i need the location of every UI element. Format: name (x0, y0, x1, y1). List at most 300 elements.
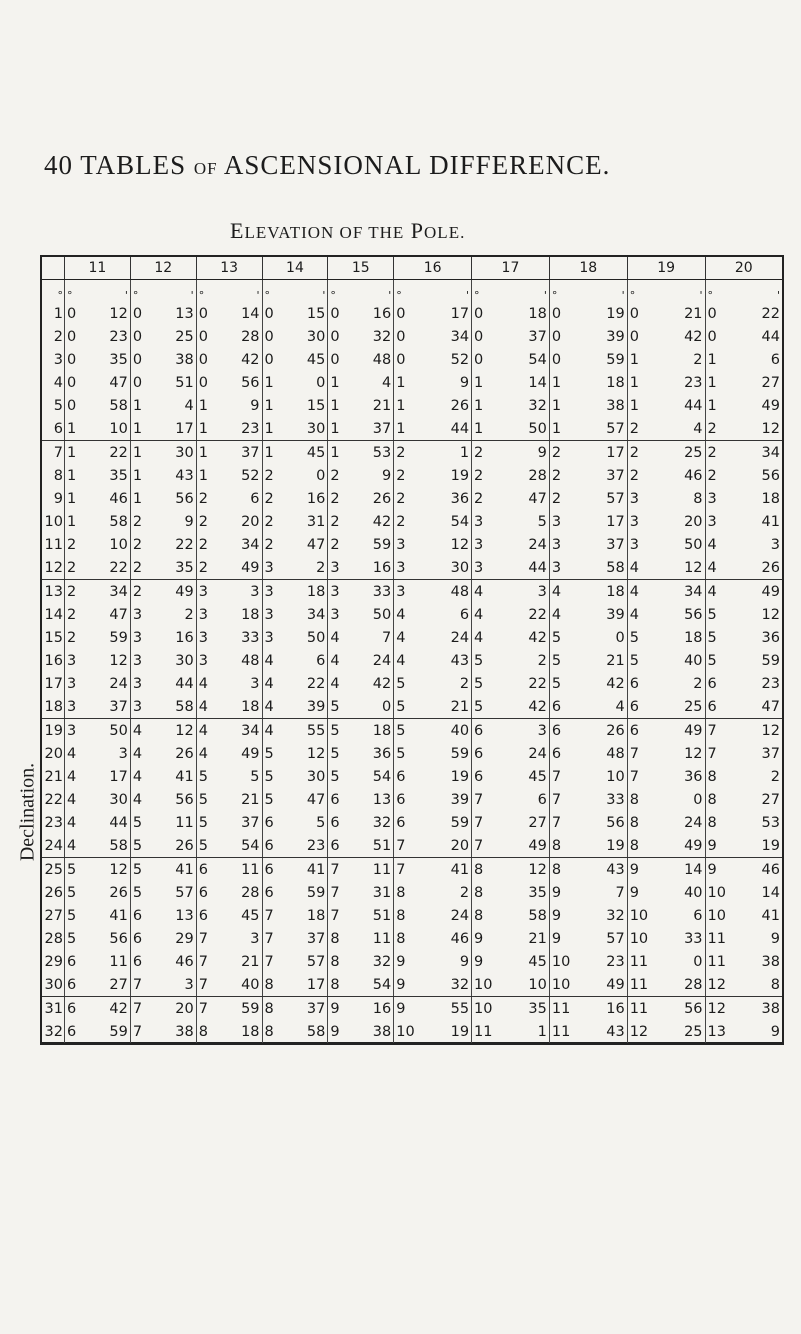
cell-minutes: 13 (175, 907, 194, 924)
cell-degrees: 12 (629, 1023, 649, 1040)
table-cell (196, 510, 262, 533)
cell-minutes: 27 (761, 791, 780, 808)
cell-minutes: 33 (684, 930, 703, 947)
cell-minutes: 22 (528, 606, 547, 623)
cell-degrees: 4 (67, 837, 77, 854)
units-cell (627, 280, 705, 303)
cell-degrees: 7 (132, 976, 143, 993)
cell-degrees: 7 (330, 907, 340, 924)
cell-minutes: 17 (109, 768, 128, 785)
table-cell (705, 811, 782, 834)
cell-minutes: 35 (109, 351, 128, 368)
cell-minutes: 4 (693, 420, 703, 437)
table-cell (196, 603, 262, 626)
cell-minutes: 37 (306, 930, 326, 947)
cell-degrees: 8 (474, 907, 484, 924)
table-cell (262, 858, 328, 882)
cell-degrees: 10 (707, 907, 726, 924)
data-table (42, 257, 782, 1043)
unit-minute: ' (699, 289, 703, 302)
table-cell (65, 811, 131, 834)
table-cell (472, 927, 550, 950)
cell-degrees: 4 (629, 583, 639, 600)
table-cell (130, 510, 196, 533)
table-cell (705, 580, 782, 604)
cell-degrees: 5 (330, 698, 340, 715)
cell-minutes: 28 (528, 467, 547, 484)
cell-degrees: 10 (551, 976, 571, 993)
table-cell (705, 417, 782, 441)
cell-minutes: 50 (109, 722, 128, 739)
cell-degrees: 2 (198, 559, 208, 576)
cell-minutes: 26 (109, 884, 128, 901)
table-cell (394, 927, 472, 950)
cell-minutes: 0 (316, 374, 326, 391)
cell-degrees: 9 (396, 953, 406, 970)
table-cell (262, 533, 328, 556)
table-row (42, 742, 782, 765)
declination-value: 11 (44, 536, 63, 553)
cell-minutes: 30 (175, 444, 194, 461)
table-cell (196, 371, 262, 394)
cell-minutes: 38 (761, 953, 780, 970)
table-cell (196, 626, 262, 649)
table-cell (130, 325, 196, 348)
cell-minutes: 35 (175, 559, 194, 576)
page-title (44, 150, 610, 181)
cell-degrees: 8 (330, 953, 340, 970)
cell-degrees: 1 (67, 420, 77, 437)
cell-minutes: 11 (372, 930, 392, 947)
table-cell (627, 626, 705, 649)
cell-degrees: 5 (264, 745, 274, 762)
subtitle-e: E (230, 218, 245, 243)
cell-minutes: 55 (450, 1000, 470, 1017)
table-cell (65, 881, 131, 904)
cell-degrees: 2 (198, 536, 208, 553)
cell-degrees: 9 (629, 884, 639, 901)
cell-minutes: 54 (450, 513, 470, 530)
cell-degrees: 1 (264, 374, 274, 391)
cell-degrees: 6 (132, 907, 143, 924)
cell-degrees: 10 (396, 1023, 415, 1040)
declination-value: 32 (44, 1023, 63, 1040)
cell-minutes: 36 (372, 745, 392, 762)
elevation-header-11: 11 (65, 257, 131, 280)
cell-degrees: 4 (330, 652, 340, 669)
cell-minutes: 49 (761, 583, 780, 600)
table-cell (627, 510, 705, 533)
cell-degrees: 0 (707, 328, 717, 345)
table-cell (65, 626, 131, 649)
table-cell (130, 441, 196, 465)
table-cell (65, 487, 131, 510)
cell-degrees: 0 (132, 374, 143, 391)
cell-minutes: 37 (606, 536, 625, 553)
cell-minutes: 46 (684, 467, 703, 484)
cell-minutes: 15 (306, 305, 326, 322)
cell-degrees: 10 (629, 907, 649, 924)
table-cell (328, 441, 394, 465)
cell-degrees: 6 (474, 722, 484, 739)
unit-minute: ' (124, 289, 128, 302)
table-cell (705, 325, 782, 348)
table-cell (549, 394, 627, 417)
cell-minutes: 47 (528, 490, 547, 507)
table-cell (472, 626, 550, 649)
cell-degrees: 3 (396, 536, 406, 553)
table-cell (130, 695, 196, 719)
table-cell (705, 302, 782, 325)
cell-minutes: 32 (606, 907, 625, 924)
cell-degrees: 2 (67, 559, 77, 576)
cell-degrees: 3 (132, 675, 143, 692)
cell-degrees: 6 (707, 698, 717, 715)
cell-degrees: 5 (132, 861, 143, 878)
table-cell (196, 325, 262, 348)
cell-degrees: 5 (198, 837, 208, 854)
cell-degrees: 8 (264, 1000, 274, 1017)
cell-minutes: 13 (372, 791, 392, 808)
table-cell (328, 811, 394, 834)
cell-degrees: 2 (707, 420, 717, 437)
table-cell (262, 417, 328, 441)
table-cell (705, 973, 782, 997)
table-row (42, 904, 782, 927)
cell-minutes: 28 (241, 884, 260, 901)
cell-minutes: 34 (450, 328, 470, 345)
cell-degrees: 3 (629, 490, 639, 507)
table-cell (705, 742, 782, 765)
cell-degrees: 3 (132, 606, 143, 623)
cell-minutes: 54 (372, 768, 392, 785)
declination-value: 14 (44, 606, 63, 623)
cell-minutes: 6 (250, 490, 260, 507)
cell-minutes: 17 (606, 444, 625, 461)
table-cell (627, 742, 705, 765)
table-cell (262, 881, 328, 904)
cell-degrees: 4 (198, 722, 208, 739)
table-cell (65, 464, 131, 487)
cell-degrees: 6 (396, 791, 406, 808)
table-cell (549, 1020, 627, 1043)
cell-degrees: 7 (474, 837, 484, 854)
table-cell (472, 325, 550, 348)
table-cell (262, 811, 328, 834)
table-cell (196, 973, 262, 997)
table-cell (705, 950, 782, 973)
table-cell (196, 649, 262, 672)
cell-minutes: 4 (615, 698, 625, 715)
cell-minutes: 25 (684, 698, 703, 715)
table-row (42, 927, 782, 950)
cell-minutes: 20 (450, 837, 470, 854)
table-cell (328, 1020, 394, 1043)
table-cell (196, 950, 262, 973)
cell-minutes: 9 (459, 374, 470, 391)
cell-degrees: 9 (474, 953, 484, 970)
table-cell (472, 580, 550, 604)
cell-degrees: 3 (551, 513, 562, 530)
cell-degrees: 9 (707, 837, 717, 854)
cell-minutes: 41 (761, 513, 780, 530)
cell-minutes: 11 (175, 814, 194, 831)
cell-minutes: 58 (306, 1023, 326, 1040)
declination-value: 16 (44, 652, 63, 669)
cell-minutes: 34 (684, 583, 703, 600)
cell-minutes: 12 (109, 652, 128, 669)
table-cell (549, 556, 627, 580)
table-row (42, 1020, 782, 1043)
cell-minutes: 12 (109, 861, 128, 878)
table-cell (472, 742, 550, 765)
cell-minutes: 48 (606, 745, 625, 762)
cell-minutes: 42 (241, 351, 260, 368)
table-cell (328, 695, 394, 719)
cell-minutes: 36 (761, 629, 780, 646)
cell-minutes: 38 (761, 1000, 780, 1017)
table-cell (130, 672, 196, 695)
cell-minutes: 59 (450, 745, 470, 762)
cell-degrees: 0 (396, 328, 406, 345)
table-cell (705, 997, 782, 1021)
cell-degrees: 4 (474, 629, 484, 646)
cell-minutes: 57 (606, 420, 625, 437)
table-cell (394, 788, 472, 811)
table-cell (705, 533, 782, 556)
units-cell (549, 280, 627, 303)
cell-degrees: 3 (67, 652, 77, 669)
cell-minutes: 3 (537, 722, 547, 739)
table-row (42, 533, 782, 556)
cell-minutes: 32 (450, 976, 470, 993)
cell-degrees: 9 (330, 1023, 340, 1040)
cell-degrees: 5 (264, 791, 274, 808)
declination-value: 25 (44, 861, 63, 878)
cell-degrees: 2 (132, 559, 143, 576)
table-row (42, 371, 782, 394)
table-row (42, 649, 782, 672)
cell-degrees: 2 (132, 536, 143, 553)
cell-minutes: 2 (537, 652, 547, 669)
cell-minutes: 37 (109, 698, 128, 715)
cell-degrees: 7 (551, 791, 562, 808)
unit-minute: ' (256, 289, 260, 302)
table-cell (130, 997, 196, 1021)
cell-degrees: 1 (264, 420, 274, 437)
table-cell (549, 626, 627, 649)
page-number: 40 (44, 150, 73, 180)
cell-minutes: 20 (241, 513, 260, 530)
declination-value: 28 (44, 930, 63, 947)
table-cell (394, 487, 472, 510)
table-cell (472, 858, 550, 882)
cell-minutes: 22 (175, 536, 194, 553)
cell-minutes: 12 (684, 559, 703, 576)
declination-value: 10 (44, 513, 63, 530)
cell-degrees: 4 (629, 606, 639, 623)
cell-minutes: 21 (450, 698, 470, 715)
cell-degrees: 3 (132, 629, 143, 646)
cell-minutes: 59 (372, 536, 392, 553)
cell-minutes: 12 (528, 861, 547, 878)
unit-degree: ° (629, 289, 636, 302)
cell-degrees: 2 (132, 513, 143, 530)
table-cell (130, 811, 196, 834)
table-cell (549, 719, 627, 743)
cell-minutes: 56 (109, 930, 128, 947)
cell-minutes: 14 (761, 884, 780, 901)
cell-minutes: 24 (528, 745, 547, 762)
cell-minutes: 39 (606, 328, 625, 345)
cell-minutes: 41 (175, 768, 194, 785)
cell-degrees: 6 (629, 675, 639, 692)
table-cell (627, 464, 705, 487)
cell-degrees: 0 (396, 305, 406, 322)
cell-degrees: 10 (707, 884, 726, 901)
table-cell (196, 464, 262, 487)
cell-minutes: 49 (606, 976, 625, 993)
cell-degrees: 0 (132, 305, 143, 322)
declination-value: 2 (53, 328, 63, 345)
cell-minutes: 23 (241, 420, 260, 437)
cell-minutes: 45 (306, 444, 326, 461)
cell-degrees: 0 (551, 305, 562, 322)
table-cell (627, 997, 705, 1021)
cell-minutes: 24 (528, 536, 547, 553)
cell-minutes: 3 (537, 583, 547, 600)
cell-degrees: 6 (198, 907, 208, 924)
table-cell (196, 672, 262, 695)
table-cell (549, 695, 627, 719)
table-cell (394, 973, 472, 997)
table-cell (328, 834, 394, 858)
table-cell (394, 556, 472, 580)
units-deg-idx: ° (57, 289, 63, 302)
cell-degrees: 2 (551, 490, 562, 507)
cell-degrees: 6 (264, 861, 274, 878)
table-cell (262, 603, 328, 626)
table-cell (549, 742, 627, 765)
cell-minutes: 56 (684, 606, 703, 623)
table-cell (627, 556, 705, 580)
cell-minutes: 59 (450, 814, 470, 831)
cell-minutes: 41 (109, 907, 128, 924)
table-cell (472, 997, 550, 1021)
cell-minutes: 34 (241, 536, 260, 553)
table-cell (394, 742, 472, 765)
cell-degrees: 11 (707, 953, 726, 970)
cell-minutes: 11 (241, 861, 260, 878)
cell-degrees: 5 (474, 652, 484, 669)
cell-degrees: 4 (629, 559, 639, 576)
cell-minutes: 18 (761, 490, 780, 507)
unit-degree: ° (396, 289, 402, 302)
table-cell (262, 464, 328, 487)
cell-minutes: 6 (770, 351, 780, 368)
table-cell (196, 394, 262, 417)
cell-minutes: 49 (684, 722, 703, 739)
cell-degrees: 1 (198, 444, 208, 461)
table-cell (65, 510, 131, 533)
cell-minutes: 9 (459, 953, 470, 970)
table-cell (262, 556, 328, 580)
cell-minutes: 16 (372, 305, 392, 322)
table-cell (472, 649, 550, 672)
table-cell (549, 881, 627, 904)
cell-minutes: 39 (450, 791, 470, 808)
elevation-header-13: 13 (196, 257, 262, 280)
unit-minute: ' (190, 289, 194, 302)
cell-degrees: 2 (396, 467, 406, 484)
cell-minutes: 59 (606, 351, 625, 368)
cell-minutes: 58 (175, 698, 194, 715)
cell-degrees: 2 (264, 467, 274, 484)
cell-minutes: 59 (109, 629, 128, 646)
table-cell (549, 510, 627, 533)
table-cell (472, 556, 550, 580)
cell-minutes: 17 (450, 305, 470, 322)
cell-degrees: 2 (629, 444, 639, 461)
table-cell (196, 811, 262, 834)
cell-degrees: 4 (396, 606, 406, 623)
cell-degrees: 5 (396, 745, 406, 762)
cell-minutes: 23 (109, 328, 128, 345)
table-cell (65, 441, 131, 465)
cell-minutes: 40 (450, 722, 470, 739)
cell-degrees: 2 (132, 583, 143, 600)
cell-degrees: 6 (396, 814, 406, 831)
units-row (42, 280, 782, 303)
cell-degrees: 3 (67, 675, 77, 692)
unit-degree: ° (198, 289, 205, 302)
cell-minutes: 34 (241, 722, 260, 739)
unit-minute: ' (776, 289, 780, 302)
cell-minutes: 17 (306, 976, 326, 993)
table-cell (65, 417, 131, 441)
table-cell (394, 811, 472, 834)
cell-degrees: 5 (707, 629, 717, 646)
table-cell (196, 788, 262, 811)
unit-minute: ' (466, 289, 470, 302)
cell-minutes: 23 (606, 953, 625, 970)
table-cell (472, 973, 550, 997)
cell-degrees: 1 (132, 420, 143, 437)
cell-minutes: 12 (175, 722, 194, 739)
table-cell (130, 533, 196, 556)
cell-minutes: 35 (528, 884, 547, 901)
cell-minutes: 7 (381, 629, 392, 646)
table-row (42, 626, 782, 649)
cell-degrees: 4 (264, 698, 274, 715)
table-cell (705, 719, 782, 743)
unit-degree: ° (551, 289, 558, 302)
cell-degrees: 1 (132, 444, 143, 461)
table-cell (394, 881, 472, 904)
cell-minutes: 59 (761, 652, 780, 669)
cell-degrees: 4 (198, 675, 208, 692)
cell-minutes: 1 (459, 444, 470, 461)
cell-degrees: 7 (629, 768, 639, 785)
cell-degrees: 5 (67, 907, 77, 924)
cell-minutes: 41 (450, 861, 470, 878)
table-cell (328, 394, 394, 417)
cell-degrees: 1 (551, 420, 562, 437)
cell-degrees: 0 (132, 351, 143, 368)
cell-degrees: 3 (474, 536, 484, 553)
cell-minutes: 45 (528, 953, 547, 970)
unit-minute: ' (621, 289, 625, 302)
